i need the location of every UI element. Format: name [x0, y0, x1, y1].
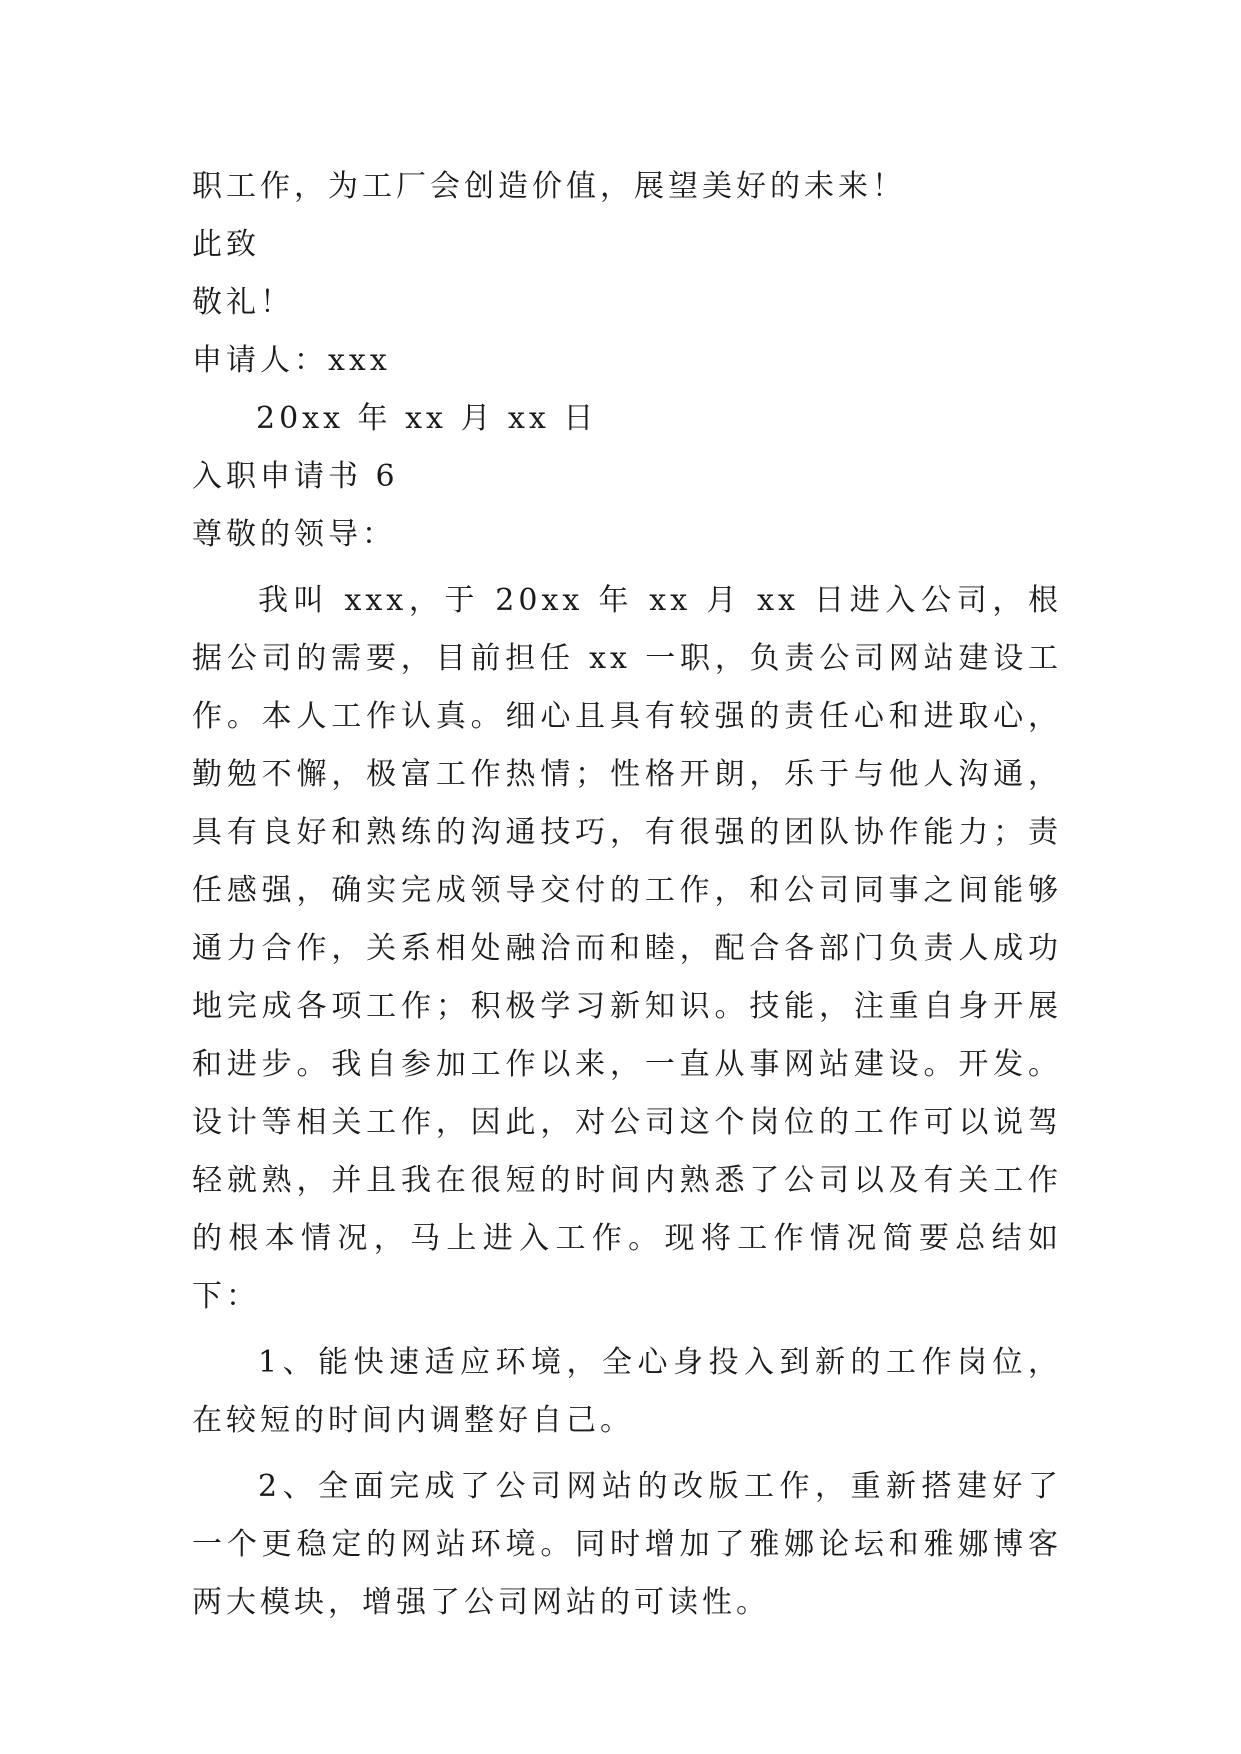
body-paragraph-3: 2、全面完成了公司网站的改版工作，重新搭建好了一个更稳定的网站环境。同时增加了雅娜论坛和雅娜博客两大模块，增强了公司网站的可读性。 [192, 1469, 1062, 1620]
body-paragraph-2: 1、能快速适应环境，全心身投入到新的工作岗位，在较短的时间内调整好自己。 [192, 1345, 1062, 1438]
document-body [192, 158, 1062, 1632]
continuation-line: 职工作，为工厂会创造价值，展望美好的未来！ [192, 169, 906, 204]
date-line: 20xx 年 xx 月 xx 日 [256, 401, 598, 436]
body-paragraph-1: 我叫 xxx，于 20xx 年 xx 月 xx 日进入公司，根据公司的需要，目前担任 xx 一职，负责公司网站建设工作。本人工作认真。细心且具有较强的责任心和进取心，勤勉不懈，极富工作热情；性格开朗，乐于与他人沟通，具有良好和熟练的沟通技巧，有很强的团队协作能力；责任感强，确实完成领导交付的工作，和公司同事之间能够通力合作，关系相处融洽而和睦，配合各部门负责人成功地完成各项工作；积极学习新知识。技能，注重自身开展和进步。我自参加工作以来，一直从事网站建设。开发。设计等相关工作，因此，对公司这个岗位的工作可以说驾轻就熟，并且我在很短的时间内熟悉了公司以及有关工作的根本情况，马上进入工作。现将工作情况简要总结如下： [192, 583, 1062, 1314]
section-title: 入职申请书 6 [192, 459, 399, 494]
closing-line-2: 敬礼！ [192, 285, 294, 320]
closing-line-1: 此致 [192, 227, 260, 262]
salutation: 尊敬的领导： [192, 517, 396, 552]
applicant-line: 申请人：xxx [192, 343, 391, 378]
